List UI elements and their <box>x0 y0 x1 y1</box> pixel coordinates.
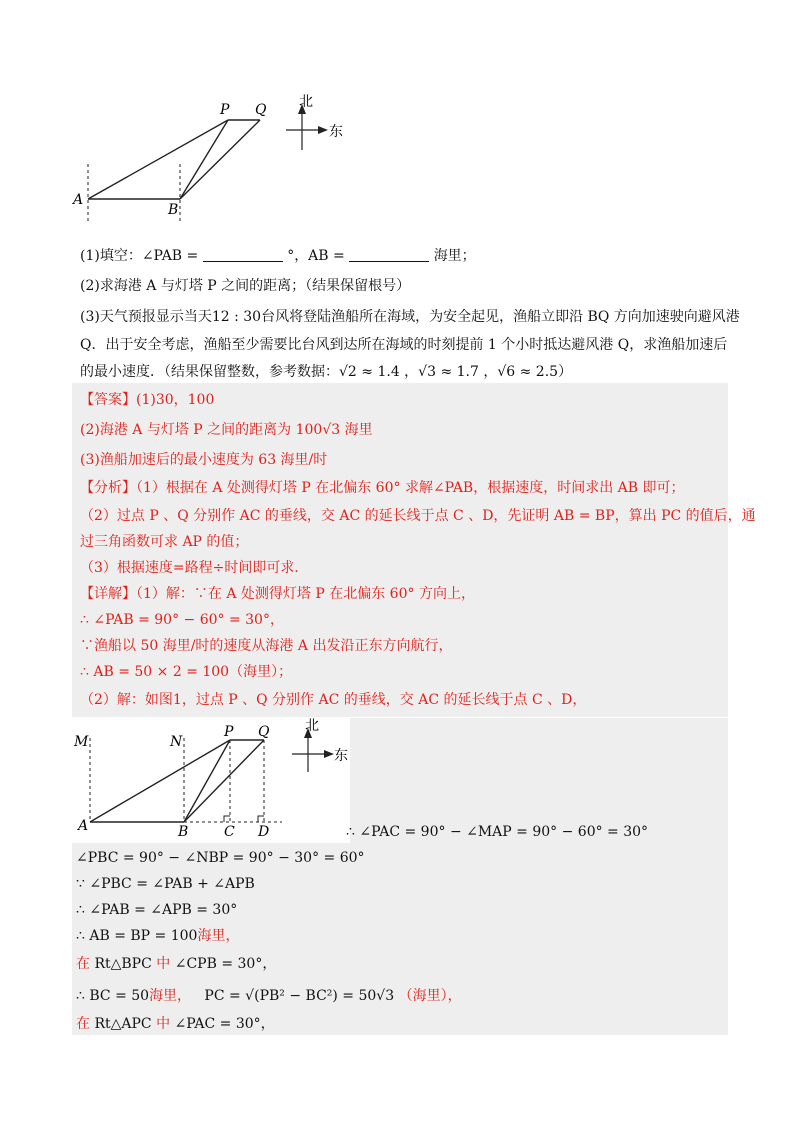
solution-step-1: ∴ ∠PAC = 90° − ∠MAP = 90° − 60° = 30° <box>346 824 649 840</box>
label-north-2: 北 <box>305 718 319 734</box>
label-b: B <box>168 202 179 218</box>
question-1: (1)填空：∠PAB = °，AB = 海里； <box>80 248 476 264</box>
label-p-2: P <box>224 724 234 740</box>
answer-blank-distance[interactable] <box>349 247 429 262</box>
label-north: 北 <box>299 94 313 110</box>
solution-step-8: 在 Rt△APC 中 ∠PAC = 30°， <box>76 1016 275 1032</box>
solution-step-6: 在 Rt△BPC 中 ∠CPB = 30°， <box>76 956 277 972</box>
right-angle-c <box>224 816 230 822</box>
solution-step-4: ∴ ∠PAB = ∠APB = 30° <box>76 902 238 918</box>
label-p: P <box>220 102 230 118</box>
detail-line-5: （2）解：如图1，过点 P 、Q 分别作 AC 的垂线，交 AC 的延长线于点 C 、D， <box>80 692 587 708</box>
segment-bq-2 <box>184 740 264 822</box>
right-angle-d <box>258 816 264 822</box>
answer-line-3: (3)渔船加速后的最小速度为 63 海里/时 <box>80 452 328 468</box>
analysis-line-4: （3）根据速度=路程÷时间即可求． <box>80 560 309 576</box>
question-2: (2)求海港 A 与灯塔 P 之间的距离；（结果保留根号） <box>80 278 411 294</box>
label-n: N <box>170 734 183 750</box>
answer-line-2: (2)海港 A 与灯塔 P 之间的距离为 100√3 海里 <box>80 422 373 438</box>
answer-blank-angle[interactable] <box>203 247 283 262</box>
solution-step-2: ∠PBC = 90° − ∠NBP = 90° − 30° = 60° <box>76 850 365 866</box>
segment-ap-2 <box>90 740 230 822</box>
question-3-line-3: 的最小速度．（结果保留整数，参考数据：√2 ≈ 1.4 ，√3 ≈ 1.7 ，√6 ≈ 2.5） <box>80 364 573 380</box>
label-east: 东 <box>329 124 343 140</box>
solution-step-7: ∴ BC = 50海里， PC = √(PB² − BC²) = 50√3 （海里）， <box>76 988 462 1004</box>
label-c: C <box>224 824 235 840</box>
detail-line-1: 【详解】（1）解：∵在 A 处测得灯塔 P 在北偏东 60° 方向上， <box>80 586 475 602</box>
solution-step-5: ∴ AB = BP = 100海里， <box>76 928 240 944</box>
label-q-2: Q <box>258 724 270 740</box>
detail-line-4: ∴ AB = 50 × 2 = 100（海里）； <box>80 664 293 680</box>
east-arrow-icon <box>324 750 334 758</box>
label-east-2: 东 <box>334 748 348 764</box>
figure-1 <box>70 92 350 222</box>
label-b-2: B <box>178 824 189 840</box>
label-a: A <box>73 192 84 208</box>
question-3-line-2: Q．出于安全考虑，渔船至少需要比台风到达所在海域的时刻提前 1 个小时抵达避风港 Q，求渔船加速后 <box>80 337 728 353</box>
solution-step-3: ∵ ∠PBC = ∠PAB + ∠APB <box>76 876 255 892</box>
question-3-line-1: (3)天气预报显示当天12 : 30台风将登陆渔船所在海域，为安全起见，渔船立即沿 BQ 方向加速驶向避风港 <box>80 309 740 325</box>
east-arrow-icon <box>318 126 328 134</box>
analysis-line-2: （2）过点 P 、Q 分别作 AC 的垂线，交 AC 的延长线于点 C 、D，先证明 AB = BP，算出 PC 的值后，通 <box>80 508 756 524</box>
label-q: Q <box>255 102 267 118</box>
detail-line-2: ∴ ∠PAB = 90° − 60° = 30°， <box>80 612 284 628</box>
label-m: M <box>74 734 89 750</box>
answer-line-1: 【答案】(1)30，100 <box>80 392 215 408</box>
analysis-line-3: 过三角函数可求 AP 的值； <box>80 534 249 550</box>
detail-line-3: ∵渔船以 50 海里/时的速度从海港 A 出发沿正东方向航行， <box>80 638 453 654</box>
label-d: D <box>258 824 270 840</box>
segment-ap <box>88 120 228 199</box>
analysis-line-1: 【分析】（1）根据在 A 处测得灯塔 P 在北偏东 60° 求解∠PAB，根据速度，时间求出 AB 即可； <box>80 480 685 496</box>
figure-2 <box>72 718 350 843</box>
label-a-2: A <box>78 818 89 834</box>
